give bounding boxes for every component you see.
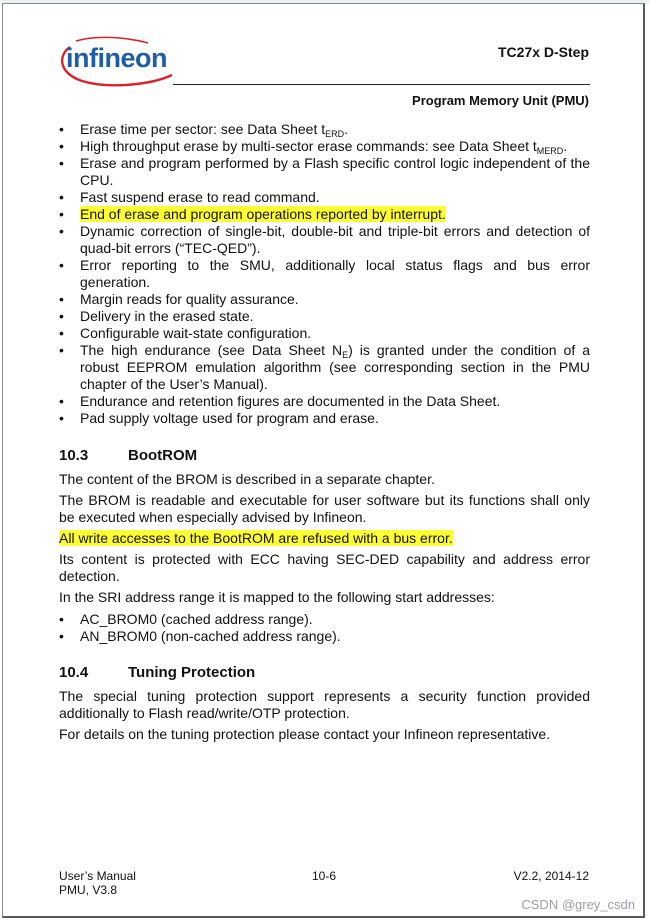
list-item: • Fast suspend erase to read command.: [59, 189, 320, 205]
section-title: Tuning Protection: [128, 664, 256, 681]
paragraph: In the SRI address range it is mapped to the following start addresses:: [59, 589, 495, 605]
highlight: All write accesses to the BootROM are refused with a bus error.: [59, 530, 453, 546]
document-version: V2.2, 2014-12: [513, 869, 589, 883]
paragraph: The content of the BROM is described in a separate chapter.: [59, 471, 435, 487]
list-item: • The high endurance (see Data Sheet $N_E$) is granted under the condition of a robust EEPROM emulation algorithm (see corresponding section in the PMU chapter of the User’s Manual).: [59, 342, 590, 392]
paragraph: The special tuning protection support represents a security function provided additionally to Flash read/write/OTP protection.: [59, 688, 590, 721]
page-number: 10-6: [312, 869, 337, 883]
list-item: • Error reporting to the SMU, additionally local status flags and bus error generation.: [59, 257, 590, 290]
logo-text: infineon: [66, 43, 167, 73]
address-list: [59, 611, 590, 645]
list-item: • AN_BROM0 (non-cached address range).: [59, 628, 341, 644]
feature-list: [59, 121, 590, 427]
list-item: • Configurable wait-state configuration.: [59, 325, 312, 341]
chapter-title: Program Memory Unit (PMU): [412, 93, 589, 108]
section-heading-bootrom: [59, 447, 590, 465]
list-item: • Endurance and retention figures are documented in the Data Sheet.: [59, 393, 501, 409]
header-divider: [173, 84, 590, 85]
list-item: • AC_BROM0 (cached address range).: [59, 611, 313, 627]
paragraph: The BROM is readable and executable for user software but its functions shall only be executed when especially advised by Infineon.: [59, 492, 590, 525]
list-item: • Erase time per sector: see Data Sheet $t_{ERD}$.: [59, 121, 349, 139]
highlight: End of erase and program operations reported by interrupt.: [80, 206, 446, 222]
list-item: • Delivery in the erased state.: [59, 308, 254, 324]
paragraph-highlighted: [59, 530, 590, 547]
footer-manual: User’s Manual: [59, 869, 136, 883]
footer-left: [59, 869, 136, 897]
list-item: • Dynamic correction of single-bit, double-bit and triple-bit errors and detection of quad-bit errors (“TEC-QED”).: [59, 223, 590, 256]
infineon-logo: [56, 35, 176, 89]
list-item: • Erase and program performed by a Flash specific control logic independent of the CPU.: [59, 155, 590, 188]
section-number: 10.3: [59, 447, 89, 464]
list-item-highlighted: • End of erase and program operations reported by interrupt.: [59, 206, 446, 222]
list-item: • Margin reads for quality assurance.: [59, 291, 299, 307]
document-title: TC27x D-Step: [497, 44, 589, 60]
paragraph: Its content is protected with ECC having SEC-DED capability and address error detection.: [59, 551, 590, 584]
watermark: CSDN @grey_csdn: [521, 897, 635, 912]
section-title: BootROM: [128, 447, 198, 464]
footer-version: PMU, V3.8: [59, 883, 118, 897]
section-heading-tuning: [59, 664, 590, 682]
page-content: [59, 121, 590, 743]
list-item: • Pad supply voltage used for program and erase.: [59, 410, 379, 426]
paragraph: For details on the tuning protection please contact your Infineon representative.: [59, 726, 551, 742]
section-number: 10.4: [59, 664, 89, 681]
list-item: • High throughput erase by multi-sector erase commands: see Data Sheet $t_{MERD}$.: [59, 138, 568, 156]
